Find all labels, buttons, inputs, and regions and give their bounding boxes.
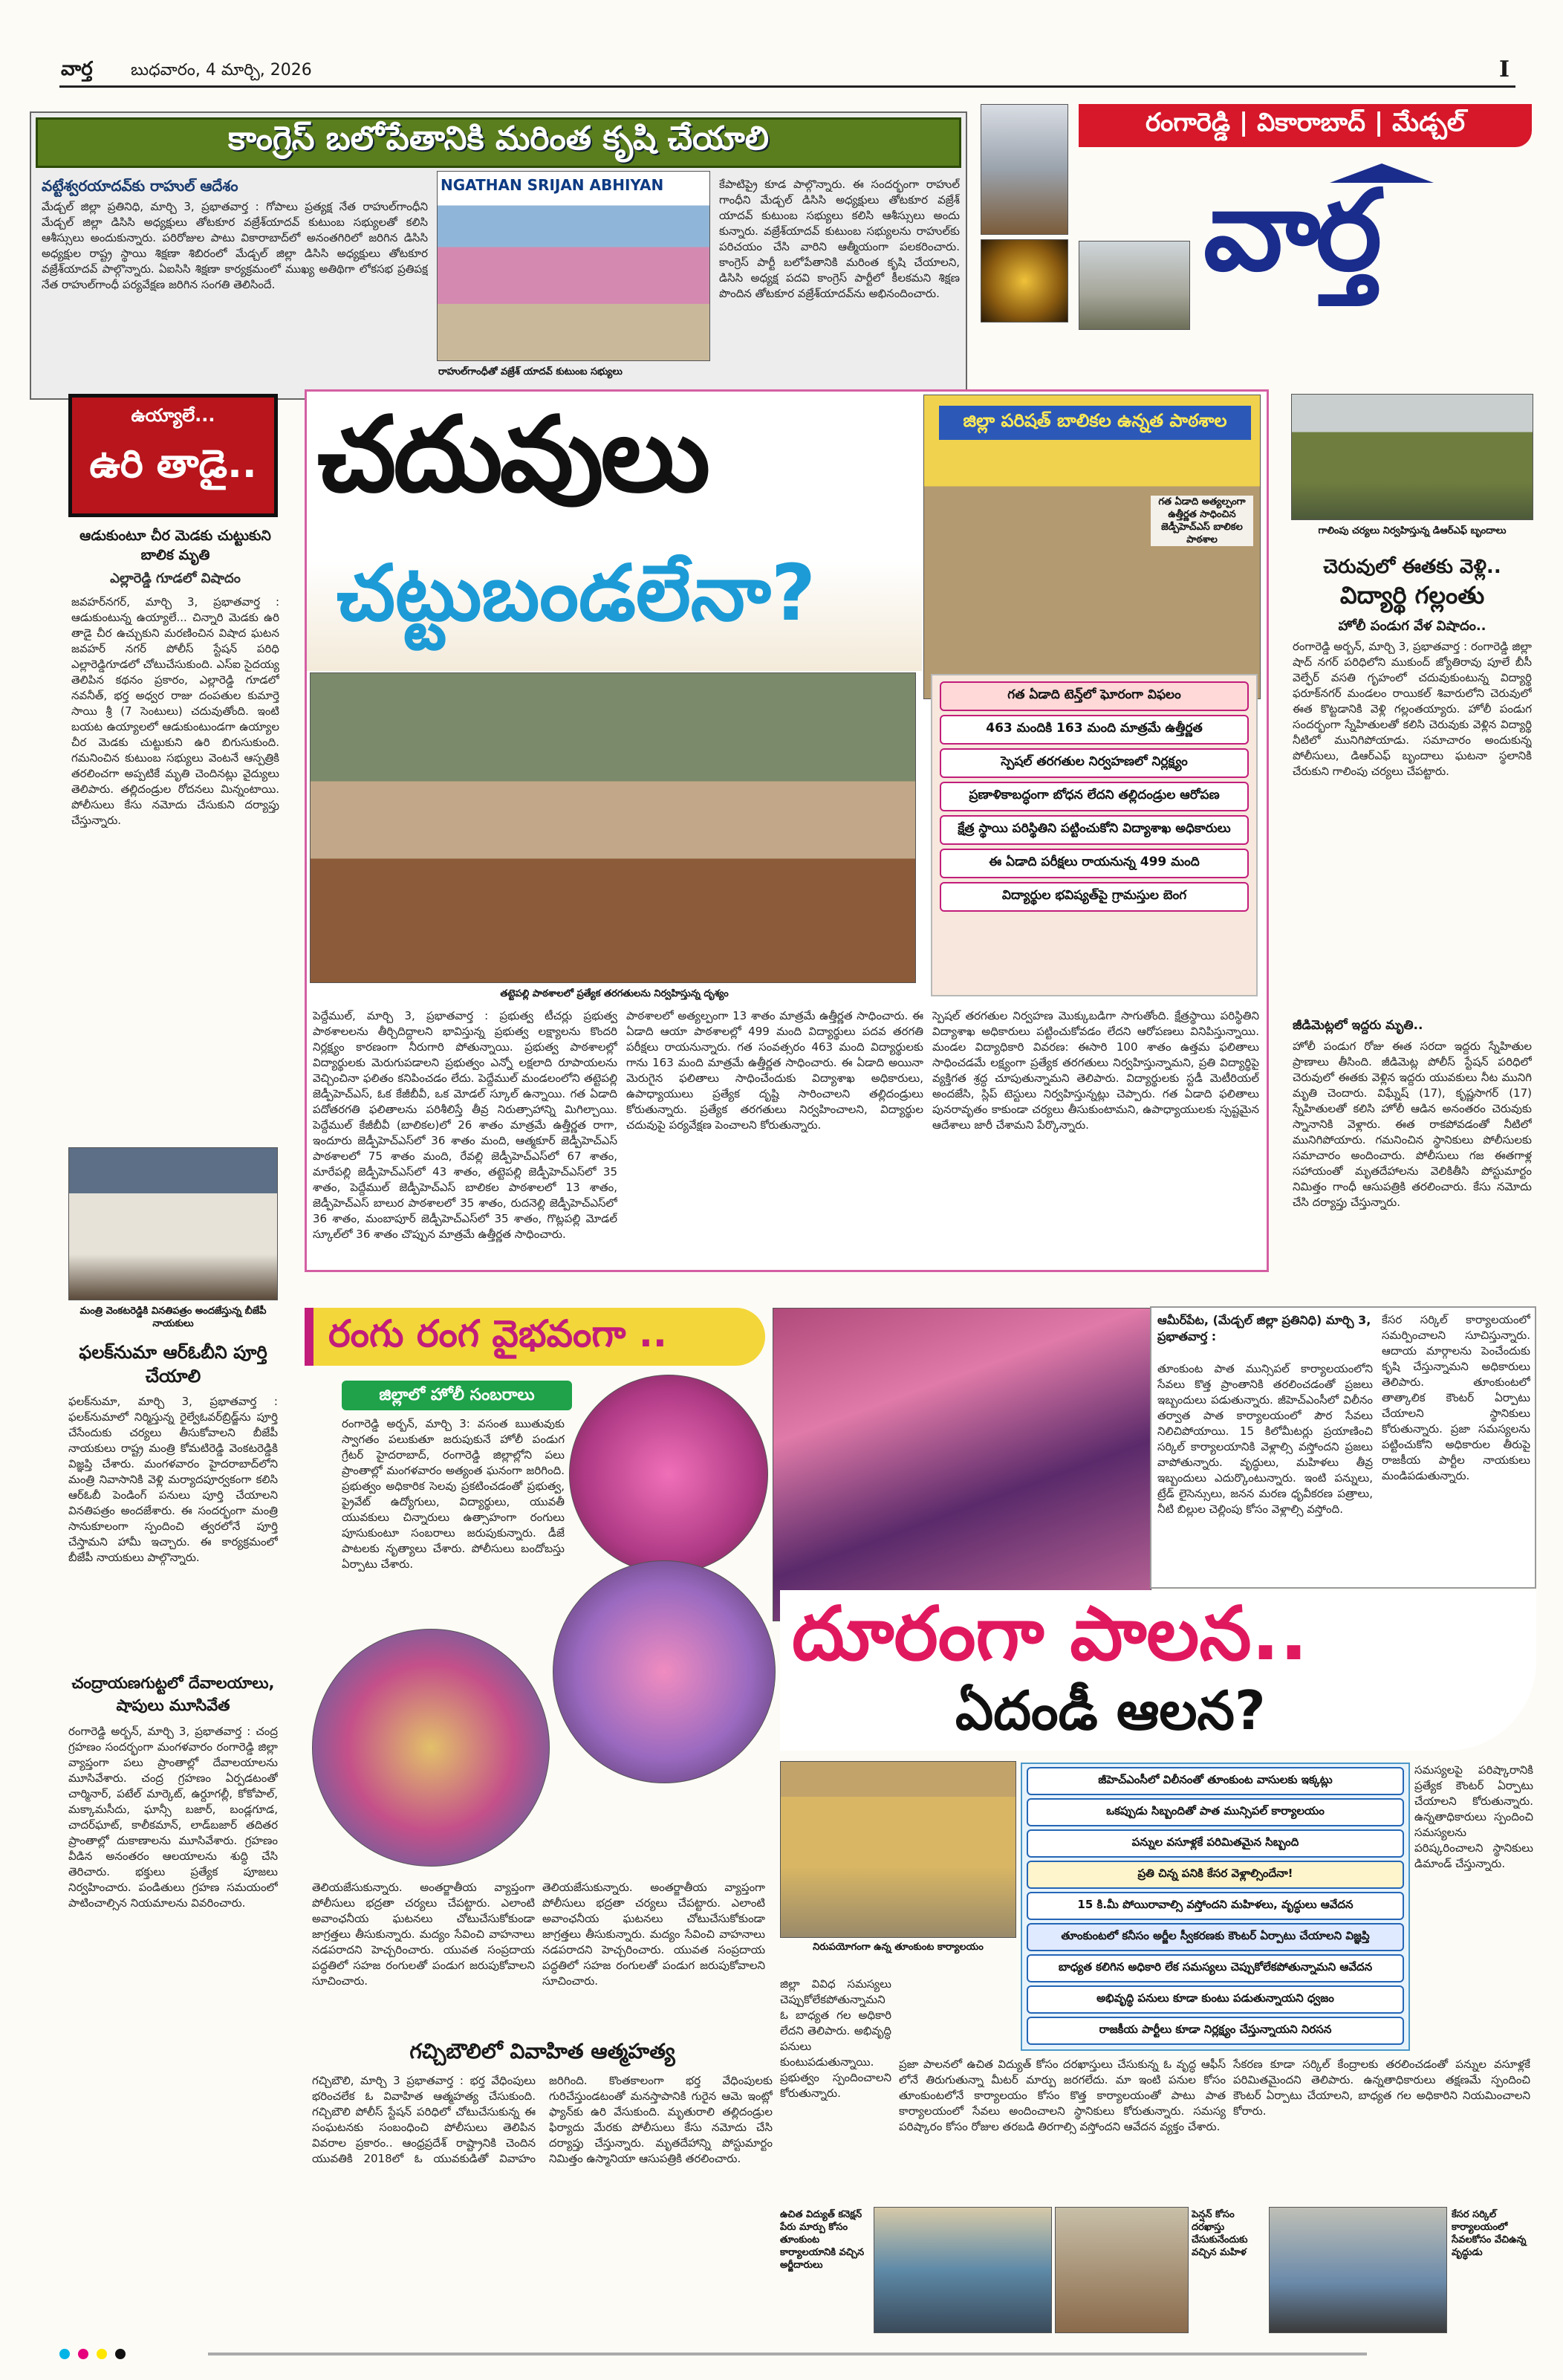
congress-headline-bar <box>36 117 961 168</box>
paper-name: వార్త <box>61 58 93 80</box>
school-photo <box>923 395 1261 699</box>
edu-headline-2: చట్టుబండలేనా? <box>337 548 816 638</box>
district-band <box>1079 104 1532 147</box>
print-marks <box>59 2348 1515 2363</box>
congress-body-2: కేపాటిప్రై కూడ పాల్గొన్నారు. ఈ సందర్భంగా రాహుల్ గాంధీని మేడ్చల్ డిసిసి అధ్యక్షులు తోటకూర వజ్రేశ్ యాదవ్ కుటుంబ సభ్యులు కలిసి ఆశీస్సులు అందు కున్నారు. వజ్రేశ్‌యాదవ్ కుటుంబ సభ్యులను రాహుల్‌కు పరిచయం చేసి వారిని ఆత్మీయంగా పలకరించారు. కాంగ్రెస్ పార్టీ బలోపేతానికి మరింత కృషి చేయాలని, డిసిసి అధ్యక్ష పదవి కాంగ్రెస్ పార్టీలో కీలకమని శిక్షణ పొందిన తోటకూర వజ్రేశ్‌యాదవ్‌ను అభినందించారు. <box>719 178 960 300</box>
chandrayan-headline: చంద్రాయణగుట్టలో దేవాలయాలు, షాపులు మూసివేత <box>71 1674 275 1714</box>
magenta-dot-icon <box>78 2349 88 2359</box>
cyan-dot-icon <box>59 2349 70 2359</box>
rule-bullet-list <box>1021 1763 1410 2051</box>
congress-subhead: వట్టేశ్వరయాదవ్‌కు రాహుల్ ఆదేశం <box>42 177 238 195</box>
holi-group-photo <box>553 1560 776 1783</box>
holi-body-2-left: తెలియజేసుకున్నారు. అంతర్జాతీయ వ్యాప్తంగా పోలీసులు భద్రతా చర్యలు చేపట్టారు. ఎలాంటి అవాంఛనీయ ఘటనలు చోటుచేసుకోకుండా జాగ్రత్తలు తీసుకున్నారు. మద్యం సేవించి వాహనాలు నడపరాదని హెచ్చరించారు. యువత సంప్రదాయ పద్ధతిలో సహజ రంగులతో పండుగ జరుపుకోవాలని సూచించారు. <box>312 1881 535 1988</box>
edu-bullet: క్షేత్ర స్థాయి పరిస్థితిని పట్టించుకోని విద్యాశాఖ అధికారులు <box>940 815 1249 845</box>
congress-story <box>30 111 967 400</box>
page-header <box>59 53 1515 88</box>
search-operation-caption: గాలింపు చర్యలు నిర్వహిస్తున్న డిఆర్ఎఫ్ బృందాలు <box>1318 525 1507 536</box>
rule-bullet: ప్రతి చిన్న పనికి కేసర వెళ్లాల్సిందేనా! <box>1027 1861 1404 1889</box>
holi-kids-photo <box>312 1629 550 1867</box>
holi-tag: జిల్లాలో హోలీ సంబరాలు <box>342 1381 572 1410</box>
rule-headline-area <box>780 1590 1536 1751</box>
thumkunta-office-caption: నిరుపయోగంగా ఉన్న తూంకుంట కార్యాలయం <box>813 1942 984 1953</box>
holi-crowd-photo <box>773 1308 1151 1621</box>
holi-body-2-right: తెలియజేసుకున్నారు. అంతర్జాతీయ వ్యాప్తంగా పోలీసులు భద్రతా చర్యలు చేపట్టారు. ఎలాంటి అవాంఛనీయ ఘటనలు చోటుచేసుకోకుండా జాగ్రత్తలు తీసుకున్నారు. మద్యం సేవించి వాహనాలు నడపరాదని హెచ్చరించారు. యువత సంప్రదాయ పద్ధతిలో సహజ రంగులతో పండుగ జరుపుకోవాలని సూచించారు. <box>542 1881 765 1988</box>
elderly-man-photo <box>1269 2207 1447 2333</box>
congress-headline: కాంగ్రెస్ బలోపేతానికి మరింత కృషి చేయాలి <box>227 120 770 158</box>
edu-headline-area <box>307 392 922 671</box>
rule-body-1: ప్రజా పాలనలో ఉచిత విద్యుత్ కోసం దరఖాస్తులు చేసుకున్న ఓ వృద్ధ ఆఫీస్ లోనే తిరుగుతున్నా మీటర్ మార్పు జరగలేదు. మా ఇంటి పనుల కోసం తూంకుంటలోనే కార్యాలయం కోసం కొత్త కార్యాలయంతో పాటు పాత కార్యాలయంలో సేవలు అందించాలని స్థానికులు కోరుతున్నారు. సమస్య పరిష్కారం కోసం రోజుల తరబడి తిరగాల్సి వస్తోందని ఆవేదన వ్యక్తం చేశారు. <box>899 2058 1226 2133</box>
rahul-photo <box>437 171 710 361</box>
right-headline-1: చెరువులో ఈతకు వెళ్లి.. <box>1323 556 1501 578</box>
congress-body-1: మేడ్చల్ జిల్లా ప్రతినిధి, మార్చి 3, ప్రభాతవార్త : గోపాలు ప్రత్యక్ష నేత రాహుల్‌గాంధీని మేడ్చల్ జిల్లా డిసిసి అధ్యక్షులు తోటకూర వజ్రేశ్‌యాదవ్ కుటుంబ సభ్యులతో కలిసి ఆశీస్సులు అందుకున్నారు. పరిరోజుల పాటు వికారాబాద్‌లో అనంతగిరిలో జరిగిన డిసిసి అధ్యక్షుల రాష్ట్ర స్థాయి శిక్షణా శిబిరంలో మేడ్చల్ జిల్లా డిసిసి అధ్యక్షులు తోటకూర వజ్రేశ్‌యాదవ్ పాల్గొన్నారు. ఏఐసిసి శిక్షణా కార్యక్రమంలో ముఖ్య అతిథిగా లోకసభ ప్రతిపక్ష నేత రాహుల్‌గాంధీ పర్యవేక్షణ జరిగిన సంగతి తెలిసిందే. <box>42 200 428 291</box>
yellow-dot-icon <box>97 2349 107 2359</box>
rule-bullet: తూంకుంటలో కనీసం అర్జీల స్వీకరణకు కౌంటర్ ఏర్పాటు చేయాలని విజ్ఞప్తి <box>1027 1923 1404 1951</box>
left-kicker: ఉయ్యాలే... <box>131 405 215 426</box>
rule-bullet: 15 కి.మీ పోయిరావాల్సి వస్తోందని మహిళలు, వృద్ధులు ఆవేదన <box>1027 1892 1404 1920</box>
holi-body: రంగారెడ్డి అర్బన్, మార్చి 3: వసంత ఋతువుకు స్వాగతం పలుకుతూ జరుపుకునే హోలీ పండుగ గ్రేటర్ హైదరాబాద్, రంగారెడ్డి జిల్లాల్లోని పలు ప్రాంతాల్లో మంగళవారం అత్యంత ఘనంగా జరిగింది. ప్రభుత్వం అధికారిక సెలవు ప్రకటించడంతో ప్రభుత్వ, ప్రైవేట్ ఉద్యోగులు, విద్యార్థులు, యువతీ యువకులు చిన్నారులు ఉత్సాహంగా రంగులు పూసుకుంటూ సంబరాలు జరుపుకున్నారు. డీజే పాటలకు నృత్యాలు చేశారు. పోలీసులు బందోబస్తు ఏర్పాటు చేశారు. <box>342 1417 565 1571</box>
rule-right-body: సమస్యలపై పరిష్కారానికి ప్రత్యేక కౌంటర్ ఏర్పాటు చేయాలని కోరుతున్నారు. ఉన్నతాధికారులు స్పందించి సమస్యలను పరిష్కరించాలని స్థానికులు డిమాండ్ చేస్తున్నారు. <box>1414 1763 1533 1870</box>
search-operation-photo <box>1291 394 1533 520</box>
masthead <box>981 104 1536 398</box>
gachi-body: గచ్చిబౌలి, మార్చి 3 ప్రభాతవార్త : భర్త వేధింపులు భరించలేక ఓ వివాహిత ఆత్మహత్య చేసుకుంది. గచ్చిబౌలి పోలీస్ స్టేషన్ పరిధిలో చోటుచేసుకున్న ఈ సంఘటనకు సంబంధించి పోలీసులు తెలిపిన వివరాల ప్రకారం.. ఆంధ్రప్రదేశ్ రాష్ట్రానికి చెందిన యువతికి 2018లో ఓ యువకుడితో వివాహం జరిగింది. కొంతకాలంగా భర్త వేధింపులకు గురిచేస్తుండటంతో మనస్తాపానికి గురైన ఆమె ఇంట్లో ఫ్యాన్‌కు ఉరి వేసుకుంది. మృతురాలి తల్లిదండ్రుల ఫిర్యాదు మేరకు పోలీసులు కేసు నమోదు చేసి దర్యాప్తు చేస్తున్నారు. మృతదేహాన్ని పోస్టుమార్టం నిమిత్తం ఉస్మానియా ఆసుపత్రికి తరలించారు. <box>312 2074 773 2165</box>
minister-photo <box>68 1147 278 1300</box>
district-names: రంగారెడ్డి | వికారాబాద్ | మేడ్చల్ <box>1145 108 1466 137</box>
bird-icon <box>1330 163 1434 183</box>
black-dot-icon <box>115 2349 126 2359</box>
fort-photo <box>1079 241 1190 330</box>
edu-bullet: గత ఏడాది టెన్త్‌లో ఘోరంగా విఫలం <box>940 681 1249 711</box>
rule-headline-1: దూరంగా పాలన.. <box>792 1590 1308 1677</box>
minister-headline: ఫలక్‌నుమా ఆర్ఓబీని పూర్తి చేయాలి <box>79 1342 267 1387</box>
gachi-headline: గచ్చిబౌలిలో వివాహిత ఆత్మహత్య <box>409 2039 675 2063</box>
photo-banner-text: NGATHAN SRIJAN ABHIYAN <box>441 176 664 194</box>
rule-bullet: రాజకీయ పార్టీలు కూడా నిర్లక్ష్యం చేస్తున్నాయని నిరసన <box>1027 2017 1404 2045</box>
thumkunta-office-photo <box>780 1761 1016 1938</box>
rule-bullet: ఒకప్పుడు సిబ్బందితో పాత మున్సిపల్ కార్యాలయం <box>1027 1798 1404 1826</box>
minister-caption: మంత్రి వెంకటరెడ్డికి వినతిపత్రం అందజేస్తున్న బీజేపీ నాయకులు <box>79 1306 267 1329</box>
logo-text: వార్త <box>1203 165 1378 296</box>
education-feature <box>305 389 1269 1272</box>
rahul-photo-caption: రాహుల్‌గాంధీతో వజ్రేశ్ యాదవ్ కుటుంబ సభ్యులు <box>438 366 623 377</box>
right-body-1: రంగారెడ్డి అర్బన్, మార్చి 3, ప్రభాతవార్త : రంగారెడ్డి జిల్లా షాద్ నగర్ పరిధిలోని ముకుంద్ జ్యోతిరావు పూలే బీసీ వెల్ఫేర్ వసతి గృహంలో చదువుకుంటున్న విద్యార్థి ఫరూక్‌నగర్ మండలం రాయికల్ శివారులోని చెరువులో ఈత కొట్టడానికి వెళ్లి గల్లంతయ్యారు. హోలీ పండుగ సందర్భంగా స్నేహితులతో కలిసి చెరువుకు వెళ్లిన విద్యార్థి నీటిలో మునిగిపోయాడు. సమాచారం అందుకున్న పోలీసులు, డిఆర్ఎఫ్ బృందాలు ఘటనా స్థలానికి చేరుకుని గాలింపు చర్యలు చేపట్టారు. <box>1293 640 1532 778</box>
holi-headline-band <box>305 1308 765 1366</box>
edu-bullet-list <box>931 674 1258 996</box>
classroom-photo <box>310 672 916 983</box>
right-body-2: హోలీ పండుగ రోజు ఈత సరదా ఇద్దరు స్నేహితుల ప్రాణాలు తీసింది. జీడిమెట్ల పోలీస్ స్టేషన్ పరిధిలో చెరువులో ఈతకు వెళ్లిన ఇద్దరు యువకులు నీట మునిగి మృతి చెందారు. విఘ్నేష్ (17), కృష్ణసాగర్ (17) స్నేహితులతో కలిసి హోలీ ఆడిన అనంతరం చెరువుకు స్నానానికి వెళ్లారు. ఈత రాకపోవడంతో నీటిలో మునిగిపోయారు. గమనించిన స్థానికులు పోలీసులకు సమాచారం అందించారు. పోలీసులు గజ ఈతగాళ్ల సహాయంతో మృతదేహాలను వెలికితీసి పోస్టుమార్టం నిమిత్తం గాంధీ ఆసుపత్రికి తరలించారు. కేసు నమోదు చేసి దర్యాప్తు చేస్తున్నారు. <box>1293 1040 1532 1209</box>
right-headline-2: విద్యార్థి గల్లంతు <box>1339 581 1485 609</box>
amirpet-story <box>1150 1306 1536 1589</box>
applicants-photo <box>874 2207 1052 2333</box>
rule-caption-right: కేసర సర్కిల్ కార్యాలయంలో సేవలకోసం వేచిఉన్న వృద్ధుడు <box>1452 2209 1527 2258</box>
left-place: ఎల్లారెడ్డి గూడలో విషాదం <box>110 571 241 586</box>
school-caption: గత ఏడాది అత్యల్పంగా ఉత్తీర్ణత సాధించిన జెడ్పీహెచ్ఎస్ బాలికల పాఠశాల <box>1151 496 1253 546</box>
classroom-caption: తట్టెపల్లి పాఠశాలలో ప్రత్యేక తరగతులను నిర్వహిస్తున్న దృశ్యం <box>500 988 729 999</box>
rule-caption-left: ఉచిత విద్యుత్ కనెక్షన్ పేరు మార్పు కోసం తూంకుంట కార్యాలయానికి వచ్చిన అర్జీదారులు <box>780 2209 865 2271</box>
rule-body-2: సేకరణ కూడా సర్కిల్ కేంద్రాలకు తరలించడంతో పన్నుల వసూళ్లకే పరిమితమైందని తెలిపారు. ఉన్నతాధికారులు తక్షణమే స్పందించి కౌంటర్ ఏర్పాటు చేయాలని, బాధ్యత గల అధికారిని నియమించాలని కోరారు. <box>1233 2058 1530 2118</box>
edu-col-3: స్పెషల్ తరగతుల నిర్వహణ మొక్కుబడిగా సాగుతోంది. క్షేత్రస్థాయి పరిస్థితిని విద్యాశాఖ అధికారులు పట్టించుకోవడం లేదని ఆరోపణలు వినిపిస్తున్నాయి. మండల విద్యాధికారి వివరణ: ఈసారి 100 శాతం ఉత్తమ ఫలితాలు సాధించడమే లక్ష్యంగా ప్రత్యేక తరగతులు నిర్వహిస్తున్నామని, ప్రతి విద్యార్థిపై వ్యక్తిగత శ్రద్ధ చూపుతున్నామని తెలిపారు. విద్యార్థులకు స్టడీ మెటీరియల్ అందజేసి, స్లిప్ టెస్టులు నిర్వహిస్తున్నట్లు చెప్పారు. గత ఏడాది ఫలితాలు పునరావృతం కాకుండా చర్యలు తీసుకుంటామని, ఉపాధ్యాయులకు స్పష్టమైన ఆదేశాలు జారీ చేశామని పేర్కొన్నారు. <box>932 1009 1259 1132</box>
edu-bullet: ఈ ఏడాది పరీక్షలు రాయనున్న 499 మంది <box>940 849 1249 878</box>
amirpet-dateline: ఆమీర్‌పేట, (మేడ్చల్ జిల్లా ప్రతినిధి) మార్చి 3, ప్రభాతవార్త : <box>1157 1313 1371 1343</box>
rule-left-body: జిల్లా వివిధ సమస్యలు చెప్పుకోలేకపోతున్నామని ఓ బాధ్యత గల అధికారి లేదని తెలిపారు. అభివృద్ధి పనులు కుంటుపడుతున్నాయి. ప్రభుత్వం స్పందించాలని కోరుతున్నారు. <box>780 1977 891 2100</box>
left-body: జవహర్‌నగర్, మార్చి 3, ప్రభాతవార్త : ఆడుకుంటున్న ఉయ్యాలే... చిన్నారి మెడకు ఉరి తాడై చీర ఉచ్చుకుని మరణించిన విషాద ఘటన జవహర్ నగర్ పోలీస్ స్టేషన్ పరిధి ఎల్లారెడ్డిగూడలో చోటుచేసుకుంది. ఎస్ఐ సైదయ్య తెలిపిన కథనం ప్రకారం, ఎల్లారెడ్డి గూడలో నవనీత్, భర్త అధ్వర రాజు దంపతుల కుమార్తె సాయి శ్రీ (7 సెంటులు) చదువుతోంది. ఇంటి బయట ఉయ్యాలలో ఆడుకుంటుండగా ఉయ్యాల చీర మెడకు చుట్టుకుని ఉరి బిగుసుకుంది. గమనించిన కుటుంబ సభ్యులు వెంటనే ఆస్పత్రికి తరలించగా అప్పటికే మృతి చెందినట్లు వైద్యులు తెలిపారు. తల్లిదండ్రుల రోదనలు మిన్నంటాయి. పోలీసులు కేసు నమోదు చేసుకుని దర్యాప్తు చేస్తున్నారు. <box>71 595 279 827</box>
edu-bullet: స్పెషల్ తరగతుల నిర్వహణలో నిర్లక్ష్యం <box>940 748 1249 778</box>
footer-rule <box>208 2353 1367 2355</box>
dateline: బుధవారం, 4 మార్చి, 2026 <box>131 61 312 80</box>
left-subhead: ఆడుకుంటూ చీర మెడకు చుట్టుకుని బాలిక మృతి <box>79 528 271 563</box>
edu-headline-1: చదువులు <box>317 395 708 516</box>
holi-girls-photo <box>569 1375 768 1574</box>
temple-photo <box>981 104 1068 235</box>
rule-headline-2: ఏదండీ ఆలన? <box>955 1679 1266 1742</box>
page-number: I <box>1498 56 1510 82</box>
holi-headline: రంగు రంగ వైభవంగా .. <box>328 1312 667 1355</box>
rule-caption-mid: పెన్షన్ కోసం దరఖాస్తు చేసుకునేందుకు వచ్చిన మహిళ <box>1192 2209 1248 2258</box>
right-subhead-2: జీడిమెట్లలో ఇద్దరు మృతి.. <box>1293 1018 1423 1033</box>
amirpet-body-2: కేసర సర్కిల్ కార్యాలయంలో సమర్పించాలని సూచిస్తున్నారు. ఆదాయ మార్గాలను పెంచేందుకు కృషి చేస్తున్నామని అధికారులు తెలిపారు. తూంకుంటలో తాత్కాలిక కౌంటర్ ఏర్పాటు చేయాలని స్థానికులు కోరుతున్నారు. ప్రజా సమస్యలను పట్టించుకోని అధికారుల తీరుపై రాజకీయ పార్టీల నాయకులు మండిపడుతున్నారు. <box>1382 1313 1530 1482</box>
edu-col-1: పెద్దేముల్, మార్చి 3, ప్రభాతవార్త : ప్రభుత్వ టీచర్లు ప్రభుత్వ పాఠశాలలను తీర్చిదిద్దాలని భావిస్తున్న ప్రభుత్వ లక్ష్యాలను కొందరి నిర్లక్ష్యం కారణంగా నీరుగారి పోతున్నాయి. ప్రభుత్వ పాఠశాలల్లో విద్యార్థులకు మెరుగుపడాలని ప్రభుత్వం ఎన్నో లక్షలాది రూపాయలను వెచ్చించినా ఫలితం కనిపించడం లేదు. పెద్దేముల్ మండలంలోని తట్టెపల్లి జెడ్పీహెచ్ఎస్, ఓక కేజీబీవీ, ఒక మోడల్ స్కూల్ ఉన్నాయి. గత ఏడాది పదోతరగతి ఫలితాలను పరిశీలిస్తే తీవ్ర నిరుత్సాహాన్ని మిగిల్చాయి. పెద్దేముల్ కేజీబీవీ (బాలికల)లో 26 శాతం మాత్రమే ఉత్తీర్ణత రాగా, ఇందూరు జెడ్పీహెచ్ఎస్‌లో 36 శాతం మంది, ఆత్మకూర్ జెడ్పీహెచ్ఎస్ పాఠశాలలో 75 శాతం మంది, రేవల్లి జెడ్పీహెచ్ఎస్‌లో 67 శాతం, మారేపల్లి జెడ్పీహెచ్ఎస్‌లో 43 శాతం, తట్టెపల్లి జెడ్పీహెచ్ఎస్‌లో 35 శాతం, పెద్దేముల్ జెడ్పీహెచ్ఎస్ బాలికల పాఠశాలలో 13 శాతం, జెడ్పీహెచ్ఎస్ బాలుర పాఠశాలలో 35 శాతం, రుదనెల్లి జెడ్పీహెచ్ఎస్‌లో 36 శాతం, మంబాపూర్ జెడ్పీహెచ్ఎస్‌లో 35 శాతం, గొట్లపల్లి మోడల్ స్కూల్‌లో 36 శాతం చొప్పున మాత్రమే ఉత్తీర్ణత సాధించారు. <box>313 1009 617 1241</box>
edu-bullet: ప్రణాళికాబద్ధంగా బోధన లేదని తల్లిదండ్రుల ఆరోపణ <box>940 782 1249 811</box>
edu-bullet: 463 మందికి 163 మంది మాత్రమే ఉత్తీర్ణత <box>940 715 1249 745</box>
left-story-headline-box <box>68 394 278 517</box>
rule-bullet: బాధ్యత కలిగిన అధికారి లేక సమస్యలు చెప్పుకోలేకపోతున్నామని ఆవేదన <box>1027 1954 1404 1982</box>
edu-col-2: పాఠశాలలో అత్యల్పంగా 13 శాతం మాత్రమే ఉత్తీర్ణత సాధించారు. ఈ ఏడాది ఆయా పాఠశాలల్లో 499 మంది విద్యార్థులు పదవ తరగతి పరీక్షలు రాయనున్నారు. గత సంవత్సరం 463 మంది విద్యార్థులకు గాను 163 మంది మాత్రమే ఉత్తీర్ణత సాధించారు. ఈ ఏడాది అయినా మెరుగైన ఫలితాలు సాధించేందుకు విద్యాశాఖ అధికారులు, ఉపాధ్యాయులు ప్రత్యేక దృష్టి సారించాలని తల్లిదండ్రులు కోరుతున్నారు. ప్రత్యేక తరగతులు నిర్వహించాలని, విద్యార్థుల చదువుపై పర్యవేక్షణ పెంచాలని కోరుతున్నారు. <box>626 1009 923 1132</box>
left-headline: ఉరి తాడై.. <box>89 442 257 487</box>
school-sign: జిల్లా పరిషత్ బాలికల ఉన్నత పాఠశాల <box>939 406 1251 440</box>
amirpet-body: తూంకుంట పాత మున్సిపల్ కార్యాలయంలోని సేవలు కొత్త ప్రాంతానికి తరలించడంతో ప్రజలు ఇబ్బందులు పడుతున్నారు. జీహెచ్ఎంసీలో విలీనం తర్వాత పాత కార్యాలయంలో పౌర సేవలు నిలిచిపోయాయి. 15 కిలోమీటర్లు ప్రయాణించి సర్కిల్ కార్యాలయానికి వెళ్లాల్సి వస్తోందని ప్రజలు వాపోతున్నారు. వృద్ధులు, మహిళలు తీవ్ర ఇబ్బందులు ఎదుర్కొంటున్నారు. ఇంటి పన్నులు, ట్రేడ్ లైసెన్సులు, జనన మరణ ధృవీకరణ పత్రాలు, నీటి బిల్లుల చెల్లింపు కోసం వెళ్లాల్సి వస్తోంది. <box>1157 1362 1373 1516</box>
idol-photo <box>981 239 1068 322</box>
right-subhead: హోలీ పండుగ వేళ విషాదం.. <box>1338 618 1486 634</box>
pension-woman-photo <box>1055 2207 1189 2333</box>
rule-bullet: పన్నుల వసూళ్లకే పరిమితమైన సిబ్బంది <box>1027 1829 1404 1858</box>
minister-body: ఫలక్‌నుమా, మార్చి 3, ప్రభాతవార్త : ఫలక్‌నుమాలో నిర్మిస్తున్న రైల్వేఓవర్‌బ్రిడ్జ్‌ను పూర్తి చేసేందుకు చర్యలు తీసుకోవాలని బీజేపీ నాయకులు రాష్ట్ర మంత్రి కోమటిరెడ్డి వెంకటరెడ్డికి విజ్ఞప్తి చేశారు. మంగళవారం హైదరాబాద్‌లోని మంత్రి నివాసానికి వెళ్లి మర్యాదపూర్వకంగా కలిసి ఆర్ఓబీ పెండింగ్ పనులు పూర్తి చేయాలని వినతిపత్రం అందజేశారు. ఈ సందర్భంగా మంత్రి సానుకూలంగా స్పందించి త్వరలోనే పూర్తి చేస్తామని హామీ ఇచ్చారు. ఈ కార్యక్రమంలో బీజేపీ నాయకులు పాల్గొన్నారు. <box>68 1395 278 1564</box>
rule-bullet: అభివృద్ధి పనులు కూడా కుంటు పడుతున్నాయని ధ్వజం <box>1027 1985 1404 2014</box>
rule-bullet: జీహెచ్ఎంసీలో విలీనంతో తూంకుంట వాసులకు ఇక్కట్లు <box>1027 1767 1404 1795</box>
edu-bullet: విద్యార్థుల భవిష్యత్‌పై గ్రామస్తుల బెంగ <box>940 882 1249 912</box>
chandrayan-body: రంగారెడ్డి అర్బన్, మార్చి 3, ప్రభాతవార్త : చంద్ర గ్రహణం సందర్భంగా మంగళవారం రంగారెడ్డి జిల్లా వ్యాప్తంగా పలు ప్రాంతాల్లో దేవాలయాలను మూసివేశారు. చంద్ర గ్రహణం ఏర్పడటంతో చార్మినార్, పటేల్ మార్కెట్, ఉర్దూగల్లీ, కోకోపాల్, మక్కామసీదు, ఘాన్సీ బజార్, బండ్లగూడ, చాదర్‌ఘాట్, కాలీకమాన్, లాడ్‌బజార్ తదితర ప్రాంతాల్లో దుకాణాలను మూసివేశారు. గ్రహణం వీడిన అనంతరం ఆలయాలను శుద్ధి చేసి తెరిచారు. భక్తులు ప్రత్యేక పూజలు నిర్వహించారు. పండితులు గ్రహణ సమయంలో పాటించాల్సిన నియమాలను వివరించారు. <box>68 1725 278 1910</box>
